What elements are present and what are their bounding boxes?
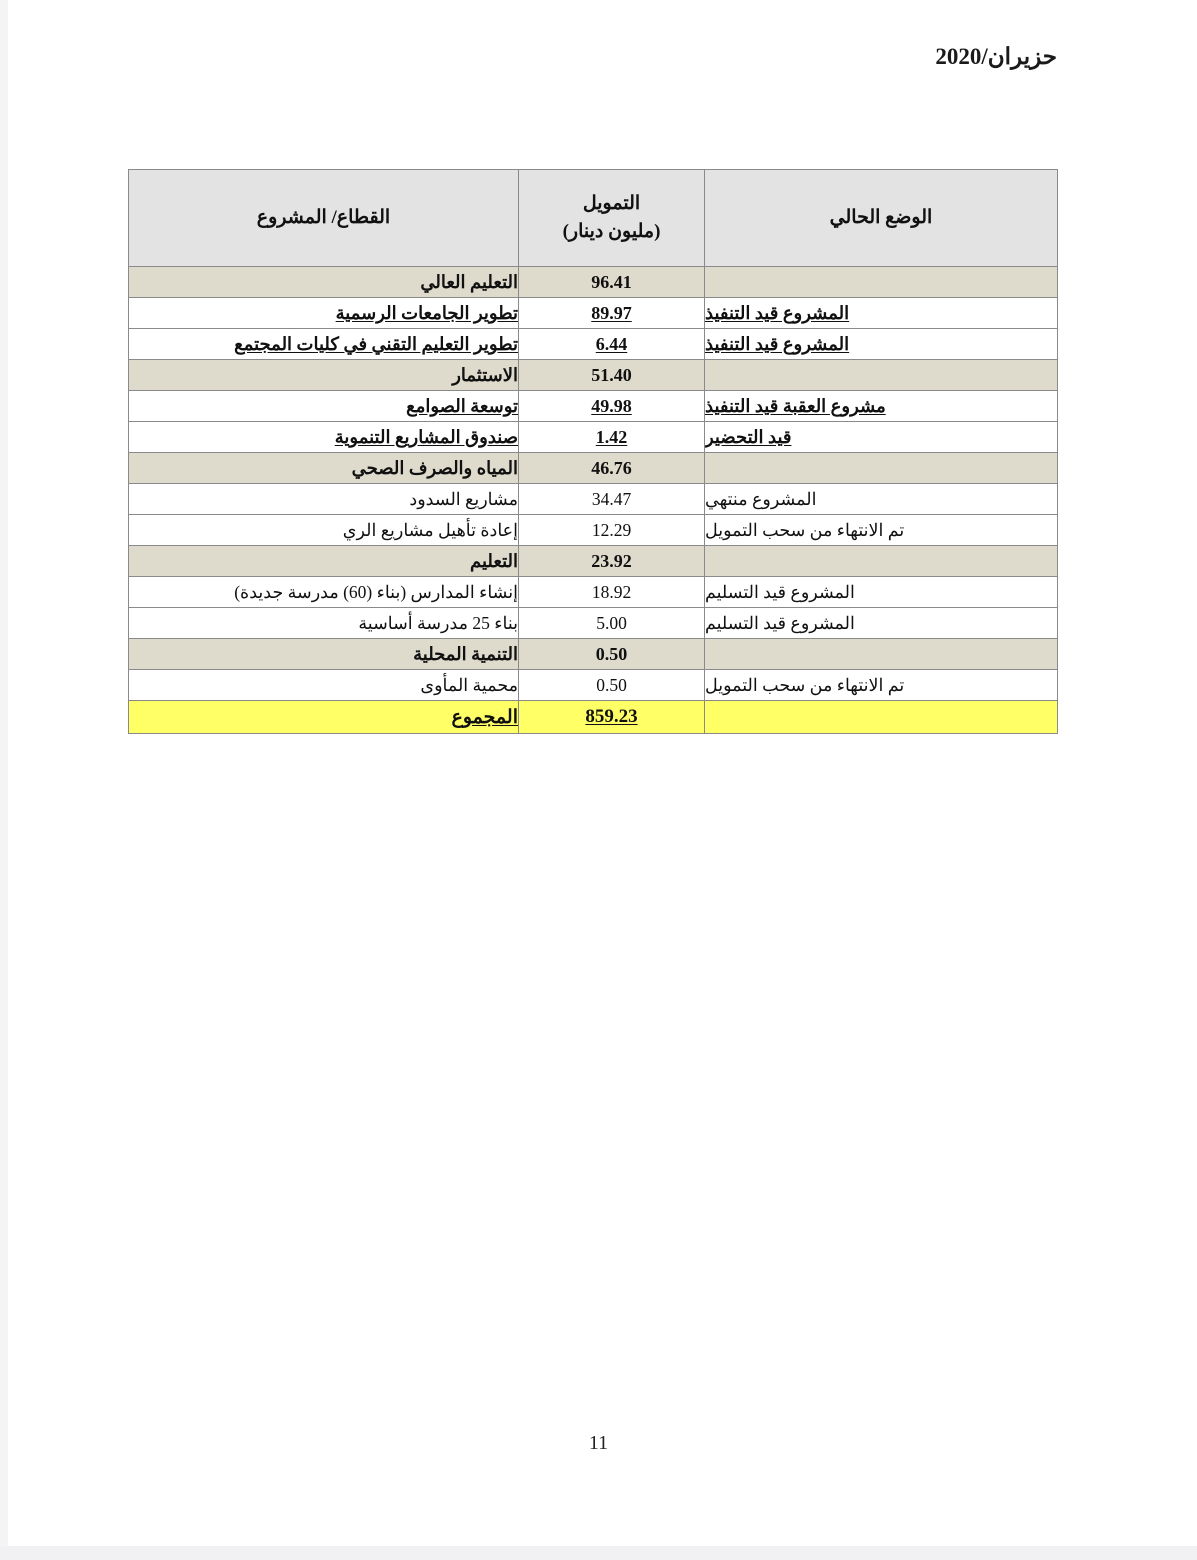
- column-header-status: الوضع الحالي: [705, 170, 1058, 267]
- cell-project-text: المياه والصرف الصحي: [351, 457, 518, 478]
- cell-project-text: تطوير الجامعات الرسمية: [335, 302, 518, 323]
- cell-status: [705, 391, 1058, 422]
- cell-funding-text: 859.23: [585, 706, 638, 727]
- cell-funding-text: 89.97: [591, 302, 632, 323]
- cell-status: [705, 577, 1058, 608]
- cell-funding: [519, 577, 705, 608]
- cell-project: [129, 329, 519, 360]
- cell-funding: [519, 453, 705, 484]
- page-left-margin-strip: [0, 0, 8, 1560]
- financial-table: [128, 169, 1058, 734]
- cell-project-text: تطوير التعليم التقني في كليات المجتمع: [234, 333, 518, 354]
- cell-status: [705, 484, 1058, 515]
- table-row-section: [129, 546, 1058, 577]
- cell-status: [705, 267, 1058, 298]
- cell-project: [129, 515, 519, 546]
- cell-project-text: الاستثمار: [452, 364, 518, 385]
- cell-status-text: تم الانتهاء من سحب التمويل: [705, 519, 905, 540]
- cell-funding: [519, 608, 705, 639]
- cell-funding: [519, 515, 705, 546]
- cell-project-text: التعليم: [470, 550, 518, 571]
- table-row-section: [129, 360, 1058, 391]
- table-row-section: [129, 453, 1058, 484]
- cell-project-text: بناء 25 مدرسة أساسية: [358, 612, 518, 633]
- column-header-project: القطاع/ المشروع: [129, 170, 519, 267]
- cell-project: [129, 701, 519, 734]
- page-number: 11: [588, 1432, 609, 1454]
- cell-funding: [519, 639, 705, 670]
- table-row-section: [129, 639, 1058, 670]
- cell-funding: [519, 422, 705, 453]
- cell-status-text: المشروع قيد التسليم: [705, 581, 855, 602]
- table-row: [129, 391, 1058, 422]
- table-row: [129, 298, 1058, 329]
- cell-funding: [519, 329, 705, 360]
- cell-status: [705, 608, 1058, 639]
- cell-status: [705, 360, 1058, 391]
- cell-project: [129, 391, 519, 422]
- table-row: [129, 422, 1058, 453]
- document-header-date: حزيران/2020: [935, 44, 1057, 69]
- cell-project: [129, 670, 519, 701]
- table-row-total: [129, 701, 1058, 734]
- financial-table-container: [129, 169, 1058, 734]
- cell-status-text: مشروع العقبة قيد التنفيذ: [705, 395, 886, 416]
- cell-project-text: التعليم العالي: [420, 271, 518, 292]
- cell-project: [129, 360, 519, 391]
- column-header-funding-title: التمويل: [582, 193, 641, 215]
- cell-project: [129, 484, 519, 515]
- cell-project-text: التنمية المحلية: [413, 643, 518, 664]
- cell-funding-text: 1.42: [595, 426, 628, 447]
- column-header-funding: [519, 170, 705, 267]
- cell-funding-text: 5.00: [596, 612, 627, 633]
- cell-status: [705, 422, 1058, 453]
- cell-status: [705, 546, 1058, 577]
- cell-project: [129, 577, 519, 608]
- cell-project-text: المجموع: [451, 706, 518, 728]
- cell-status-text: المشروع قيد التنفيذ: [705, 333, 850, 354]
- cell-funding-text: 46.76: [591, 457, 632, 478]
- cell-funding-text: 96.41: [591, 271, 632, 292]
- cell-project: [129, 453, 519, 484]
- table-body: [129, 267, 1058, 734]
- cell-project-text: إنشاء المدارس (بناء (60) مدرسة جديدة): [234, 581, 518, 602]
- page-bottom-margin-strip: [0, 1546, 1197, 1560]
- cell-funding-text: 12.29: [591, 519, 632, 540]
- cell-status-text: تم الانتهاء من سحب التمويل: [705, 674, 905, 695]
- table-row-section: [129, 267, 1058, 298]
- cell-project: [129, 267, 519, 298]
- cell-project-text: محمية المأوى: [420, 674, 518, 695]
- cell-funding-text: 51.40: [591, 364, 632, 385]
- cell-funding: [519, 267, 705, 298]
- cell-status-text: قيد التحضير: [705, 426, 792, 447]
- table-row: [129, 515, 1058, 546]
- cell-funding-text: 0.50: [595, 643, 628, 664]
- cell-funding: [519, 391, 705, 422]
- cell-funding-text: 49.98: [591, 395, 632, 416]
- cell-status: [705, 670, 1058, 701]
- cell-funding: [519, 298, 705, 329]
- cell-funding: [519, 360, 705, 391]
- cell-funding: [519, 484, 705, 515]
- cell-status-text: المشروع قيد التنفيذ: [705, 302, 850, 323]
- table-row: [129, 329, 1058, 360]
- cell-project: [129, 546, 519, 577]
- cell-status: [705, 515, 1058, 546]
- table-row: [129, 577, 1058, 608]
- cell-funding: [519, 701, 705, 734]
- cell-status-text: المشروع قيد التسليم: [705, 612, 855, 633]
- cell-project-text: توسعة الصوامع: [406, 395, 518, 416]
- cell-status: [705, 329, 1058, 360]
- column-header-funding-unit: (مليون دينار): [562, 221, 661, 242]
- cell-project: [129, 608, 519, 639]
- cell-project: [129, 422, 519, 453]
- cell-project-text: إعادة تأهيل مشاريع الري: [342, 519, 518, 540]
- cell-status: [705, 701, 1058, 734]
- cell-funding-text: 6.44: [595, 333, 628, 354]
- cell-funding-text: 0.50: [596, 674, 627, 695]
- cell-funding-text: 18.92: [591, 581, 632, 602]
- table-row: [129, 484, 1058, 515]
- cell-project-text: مشاريع السدود: [409, 488, 518, 509]
- table-row: [129, 608, 1058, 639]
- cell-project: [129, 298, 519, 329]
- table-header-row: [129, 170, 1058, 267]
- cell-funding-text: 34.47: [591, 488, 632, 509]
- table-row: [129, 670, 1058, 701]
- cell-status-text: المشروع منتهي: [705, 488, 817, 509]
- cell-project-text: صندوق المشاريع التنموية: [334, 426, 518, 447]
- cell-status: [705, 453, 1058, 484]
- cell-project: [129, 639, 519, 670]
- cell-funding: [519, 546, 705, 577]
- cell-funding: [519, 670, 705, 701]
- cell-status: [705, 639, 1058, 670]
- cell-status: [705, 298, 1058, 329]
- cell-funding-text: 23.92: [591, 550, 632, 571]
